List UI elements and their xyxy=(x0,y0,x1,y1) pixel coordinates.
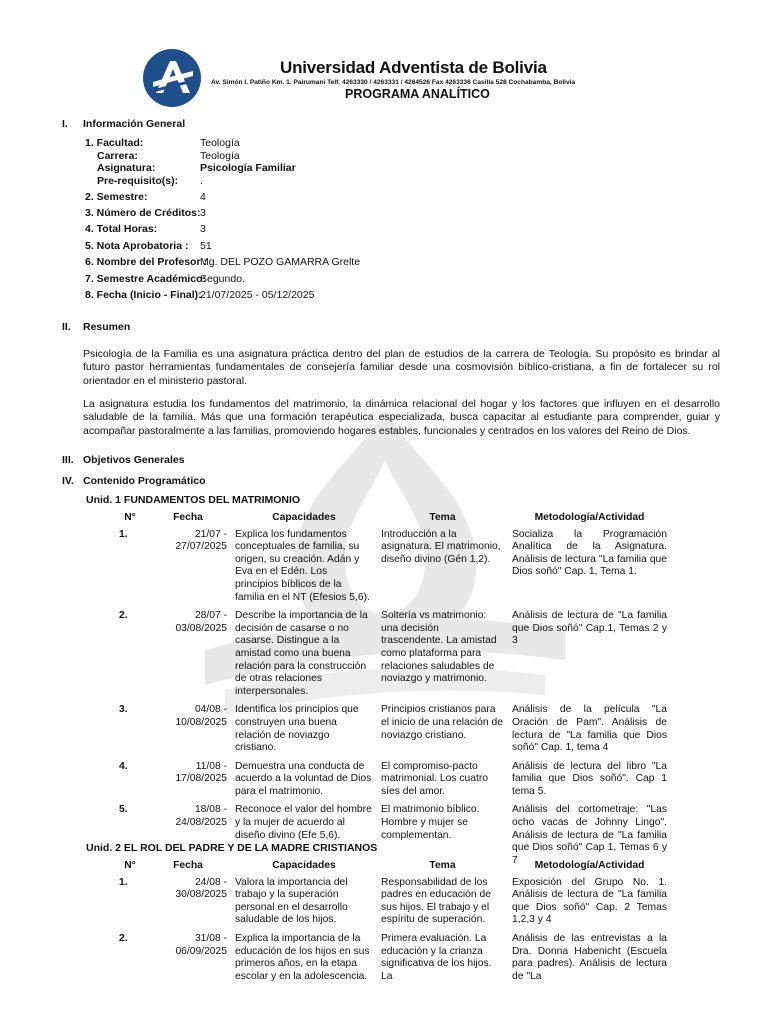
row-methodology: Análisis de lectura de "La familia que Dios soñó" Cap.1, Temas 2 y 3 xyxy=(512,610,667,647)
header-date: Fecha xyxy=(173,860,203,871)
info-value-faculty: Teología xyxy=(200,137,240,149)
document-title: PROGRAMA ANALÍTICO xyxy=(345,87,490,101)
info-label-faculty: 1. Facultad: xyxy=(85,137,144,149)
info-value-prerequisites: . xyxy=(200,175,203,187)
row-capacity: Demuestra una conducta de acuerdo a la voluntad de Dios para el matrimonio. xyxy=(235,760,372,797)
unit-2-title: Unid. 2 EL ROL DEL PADRE Y DE LA MADRE CRISTIANOS xyxy=(86,842,378,854)
info-label-professor: 6. Nombre del Profesor : xyxy=(85,256,207,268)
unit-1-table xyxy=(115,512,671,873)
university-name: Universidad Adventista de Bolivia xyxy=(280,58,547,77)
info-value-subject: Psicología Familiar xyxy=(200,162,296,174)
info-label-hours: 4. Total Horas: xyxy=(85,223,158,235)
row-topic: Introducción a la asignatura. El matrimonio, diseño divino (Gén 1,2). xyxy=(381,528,501,565)
header-topic: Tema xyxy=(429,512,456,523)
row-date: 04/08 - 10/08/2025 xyxy=(175,704,227,728)
header-capacities: Capacidades xyxy=(272,512,336,523)
row-number: 5. xyxy=(119,804,128,816)
row-date: 31/08 - 06/09/2025 xyxy=(175,932,227,957)
row-capacity: Reconoce el valor del hombre y la mujer de acuerdo al diseño divino (Efe 5,6). xyxy=(235,804,372,841)
info-value-passing-grade: 51 xyxy=(200,240,212,252)
table-row xyxy=(115,761,671,805)
section-title-program-content: Contenido Programático xyxy=(83,475,206,487)
header-topic: Tema xyxy=(429,860,456,871)
header-num: N° xyxy=(124,860,136,871)
row-date: 11/08 - 17/08/2025 xyxy=(175,760,227,785)
row-methodology: Análisis de la película "La Oración de Pam". Análisis de lectura de "La familia que Dios soñó" Cap. 1, tema 4 xyxy=(512,704,667,754)
header-methodology: Metodología/Actividad xyxy=(534,512,645,523)
header-capacities: Capacidades xyxy=(272,860,336,871)
row-number: 4. xyxy=(119,760,128,772)
info-value-professor: Mg. DEL POZO GAMARRA Grelte xyxy=(200,256,361,268)
row-methodology: Exposición del Grupo No. 1. Análisis de lectura de "La familia que Dios soñó" Cap. 2 Temas 1,2,3 y 4 xyxy=(512,876,667,926)
row-number: 2. xyxy=(119,932,128,944)
table-row xyxy=(115,877,671,933)
header-methodology: Metodología/Actividad xyxy=(534,860,645,871)
info-value-career: Teología xyxy=(200,150,240,162)
university-address: Av. Simón I. Patiño Km. 1. Pairumani Telf. 4263330 / 4263331 / 4264526 Fax 4263336 Casilla 528 Cochabamba, Bolivia xyxy=(211,79,576,86)
table-header-row xyxy=(115,512,671,529)
section-title-summary: Resumen xyxy=(83,321,131,333)
row-date: 24/08 - 30/08/2025 xyxy=(175,876,227,901)
row-capacity: Explica la importancia de la educación de los hijos en sus primeros años, en la etapa escolar y en la adolescencia. xyxy=(235,932,370,982)
row-methodology: Análisis del cortometraje: "Las ocho vacas de Johnny Lingo". Análisis de lectura de "La familia que Dios soñó" Cap 1, Temas 6 y 7 xyxy=(512,804,667,866)
row-date: 21/07 - 27/07/2025 xyxy=(175,528,227,553)
university-logo xyxy=(143,49,201,107)
row-topic: Responsabilidad de los padres en educación de sus hijos. El trabajo y el espíritu de superación. xyxy=(381,876,491,926)
row-number: 2. xyxy=(119,610,128,622)
info-value-semester: 4 xyxy=(200,191,206,203)
info-label-credits: 3. Número de Créditos: xyxy=(85,207,201,219)
info-label-academic-semester: 7. Semestre Académico: xyxy=(85,273,207,285)
row-topic: El matrimonio bíblico. Hombre y mujer se complementan. xyxy=(381,804,480,841)
info-value-credits: 3 xyxy=(200,207,206,219)
row-methodology: Socializa la Programación Analítica de la Asignatura. Análisis de lectura "La familia que Dios soñó" Cap. 1, Tema 1. xyxy=(512,528,667,578)
section-title-objectives: Objetivos Generales xyxy=(83,454,185,466)
section-number-3: III. xyxy=(62,454,74,466)
row-topic: Soltería vs matrimonio: una decisión trascendente. La amistad como plataforma para relaciones saludables de noviazgo y matrimonio. xyxy=(381,610,497,685)
row-capacity: Describe la importancia de la decisión de casarse o no casarse. Distingue a la amistad como una buena relación para la construcción de otras relaciones interpersonales. xyxy=(235,610,368,697)
table-row xyxy=(115,933,671,989)
info-label-passing-grade: 5. Nota Aprobatoria : xyxy=(85,240,189,252)
row-date: 18/08 - 24/08/2025 xyxy=(175,804,227,829)
table-header-row xyxy=(115,860,671,877)
row-date: 28/07 - 03/08/2025 xyxy=(175,610,227,634)
info-label-career: Carrera: xyxy=(97,150,138,162)
info-value-dates: 21/07/2025 - 05/12/2025 xyxy=(200,289,315,301)
section-number-1: I. xyxy=(62,118,68,130)
info-label-dates: 8. Fecha (Inicio - Final): xyxy=(85,289,202,301)
table-row xyxy=(115,610,671,704)
row-topic: El compromiso-pacto matrimonial. Los cuatro síes del amor. xyxy=(381,760,489,797)
summary-paragraph-1: Psicología de la Familia es una asignatura práctica dentro del plan de estudios de la carrera de Teología. Su propósito es brindar al futuro pastor herramientas fundamentales de consejería familiar desde una cosmovisión bíblico-cristiana, a fin de fortalecer su rol orientador en el ministerio pastoral. xyxy=(83,348,720,387)
section-number-4: IV. xyxy=(62,475,74,487)
row-number: 1. xyxy=(119,876,128,888)
info-value-hours: 3 xyxy=(200,223,206,235)
unit-2-table xyxy=(115,860,671,989)
row-capacity: Identifica los principios que construyen una buena relación de noviazgo cristiano. xyxy=(235,704,359,754)
row-number: 3. xyxy=(119,704,128,716)
unit-1-title: Unid. 1 FUNDAMENTOS DEL MATRIMONIO xyxy=(86,494,301,506)
info-value-academic-semester: Segundo. xyxy=(200,273,245,285)
info-label-subject: Asignatura: xyxy=(97,162,156,174)
row-topic: Primera evaluación. La educación y la crianza significativa de los hijos. La xyxy=(381,932,492,982)
table-row xyxy=(115,529,671,611)
row-capacity: Explica los fundamentos conceptuales de familia, su origen, su creación. Adán y Eva en el Edén. Los principios bíblicos de la familia en el NT (Efesios 5,6). xyxy=(235,528,370,603)
table-row xyxy=(115,704,671,760)
section-title-general-info: Información General xyxy=(83,118,186,130)
header-num: N° xyxy=(124,512,136,523)
row-methodology: Análisis de lectura del libro "La familia que Dios soñó". Cap 1 tema 5. xyxy=(512,760,667,797)
row-capacity: Valora la importancia del trabajo y la superación personal en el desarrollo saludable de los hijos. xyxy=(235,876,348,926)
header-date: Fecha xyxy=(173,512,203,523)
row-methodology: Análisis de las entrevistas a la Dra. Donna Habenicht (Escuela para padres). Análisis de lectura de "La xyxy=(512,932,667,982)
row-topic: Principios cristianos para el inicio de una relación de noviazgo cristiano. xyxy=(381,704,503,741)
summary-paragraph-2: La asignatura estudia los fundamentos del matrimonio, la dinámica relacional del hogar y los factores que influyen en el desarrollo saludable de la familia. Más que una formación terapéutica especializada, busca capacitar al estudiante para comprender, guiar y acompañar pastoralmente a las familias, promoviendo hogares estables, funcionales y centrados en los valores del Reino de Dios. xyxy=(83,398,720,437)
section-number-2: II. xyxy=(62,321,71,333)
row-number: 1. xyxy=(119,528,128,540)
info-label-prerequisites: Pre-requisito(s): xyxy=(97,175,179,187)
info-label-semester: 2. Semestre: xyxy=(85,191,148,203)
